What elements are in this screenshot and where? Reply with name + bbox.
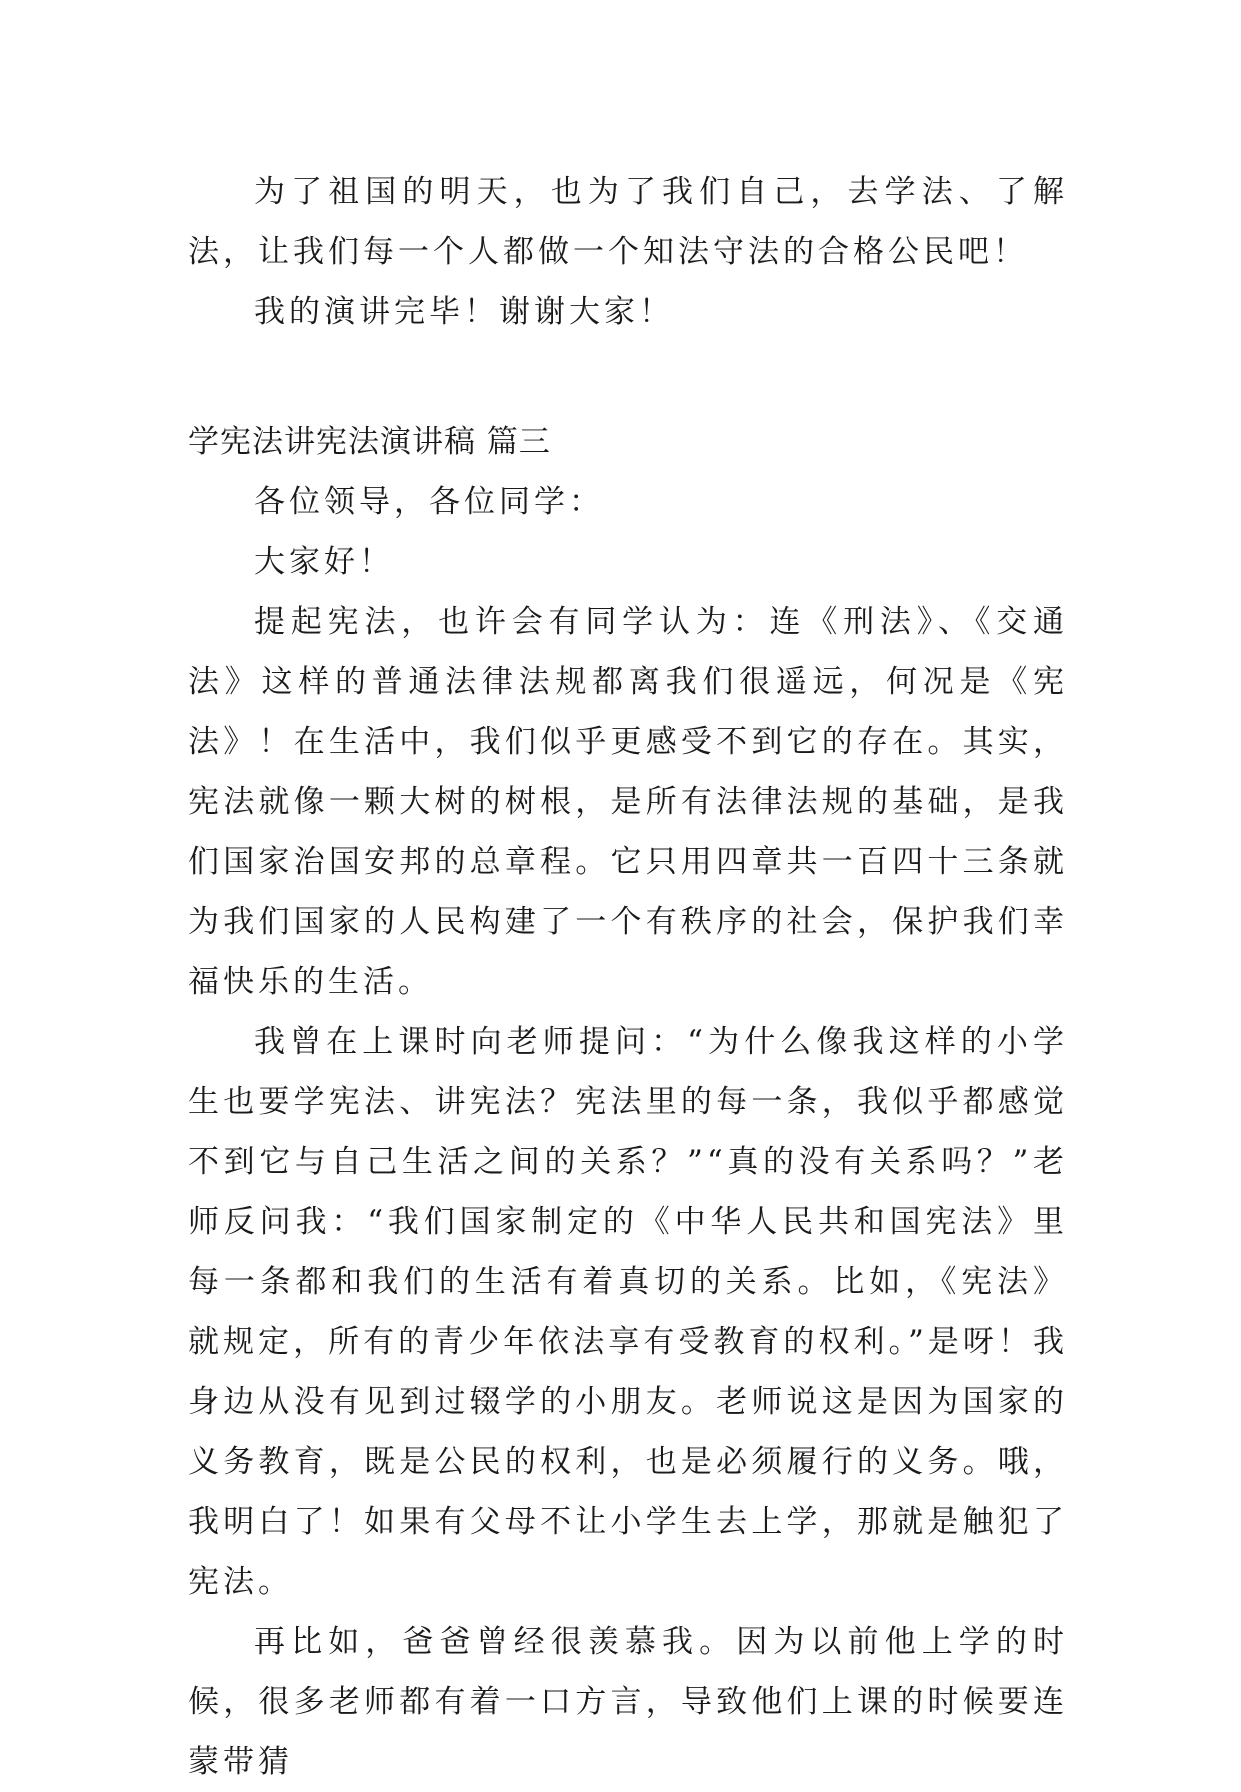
closing-paragraph: 为了祖国的明天，也为了我们自己，去学法、了解法，让我们每一个人都做一个知法守法的合格公民吧！: [188, 174, 1068, 270]
body-paragraph: 我曾在上课时向老师提问：“为什么像我这样的小学生也要学宪法、讲宪法？宪法里的每一条，我似乎都感觉不到它与自己生活之间的关系？”“真的没有关系吗？”老师反问我：“我们国家制定的《中华人民共和国宪法》里每一条都和我们的生活有着真切的关系。比如，《宪法》就规定，所有的青少年依法享有受教育的权利。”是呀！我身边从没有见到过辍学的小朋友。老师说这是因为国家的义务教育，既是公民的权利，也是必须履行的义务。哦，我明白了！如果有父母不让小学生去上学，那就是触犯了宪法。: [188, 1024, 1068, 1600]
greeting: 大家好！: [254, 544, 394, 580]
salutation: 各位领导，各位同学：: [254, 484, 604, 520]
closing-thanks: 我的演讲完毕！谢谢大家！: [254, 294, 674, 330]
section-title: 学宪法讲宪法演讲稿 篇三: [188, 424, 551, 460]
body-paragraph: 提起宪法，也许会有同学认为：连《刑法》、《交通法》这样的普通法律法规都离我们很遥远，何况是《宪法》！在生活中，我们似乎更感受不到它的存在。其实，宪法就像一颗大树的树根，是所有法律法规的基础，是我们国家治国安邦的总章程。它只用四章共一百四十三条就为我们国家的人民构建了一个有秩序的社会，保护我们幸福快乐的生活。: [188, 604, 1068, 1000]
body-paragraph: 再比如，爸爸曾经很羡慕我。因为以前他上学的时候，很多老师都有着一口方言，导致他们上课的时候要连蒙带猜: [188, 1624, 1068, 1780]
document-body: [188, 162, 1068, 1792]
section-gap: [188, 342, 1068, 412]
